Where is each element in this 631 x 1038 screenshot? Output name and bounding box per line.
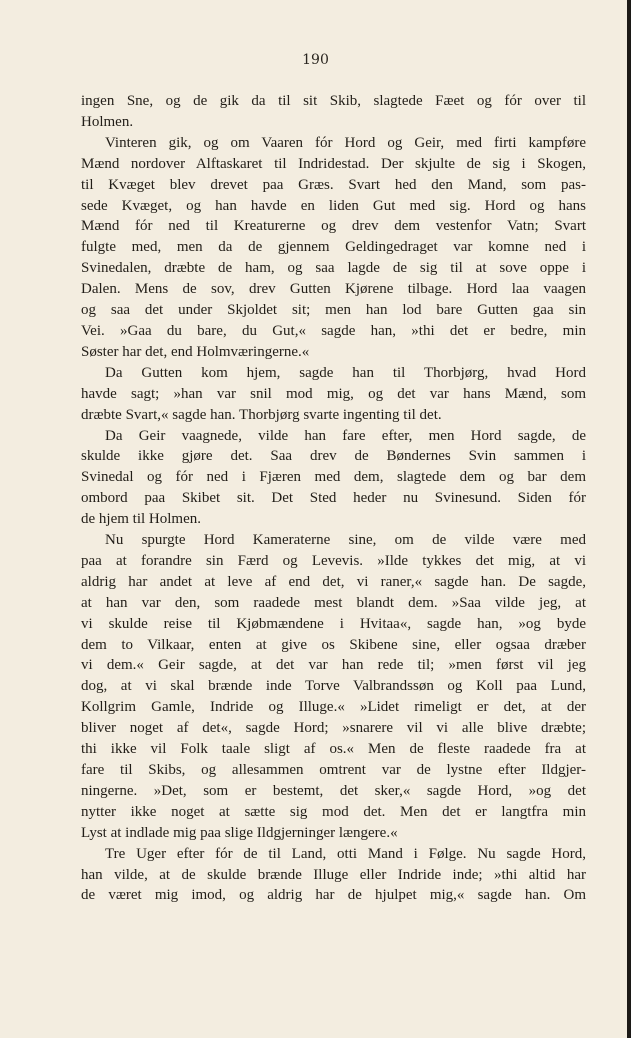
text-line: de været mig imod, og aldrig har de hjulpet mig,« sagde han. Om	[81, 887, 586, 904]
body-text	[81, 91, 586, 906]
text-line: vi skulde reise til Kjøbmændene i Hvitaa«, sagde han, »og byde	[81, 615, 586, 632]
text-line: dræbte Svart,« sagde han. Thorbjørg svarte ingenting til det.	[81, 406, 442, 423]
text-line: dem to Vilkaar, enten at give os Skibene sine, eller ogsaa dræber	[81, 636, 586, 653]
text-line: aldrig har andet at leve af end det, vi raner,« sagde han. De sagde,	[81, 573, 586, 590]
text-line: sede Kvæget, og han havde en liden Gut med sig. Hord og hans	[81, 197, 586, 214]
text-line: vi dem.« Geir sagde, at det var han rede til; »men først vil jeg	[81, 657, 586, 674]
paragraph	[81, 133, 586, 363]
text-line: havde sagt; »han var snil mod mig, og det var hans Mænd, som	[81, 385, 586, 402]
text-line: Nu spurgte Hord Kameraterne sine, om de vilde være med	[105, 532, 586, 549]
text-line: ingen Sne, og de gik da til sit Skib, slagtede Fæet og fór over til	[81, 93, 586, 109]
text-line: ombord paa Skibet sit. Det Sted heder nu Svinesund. Siden fór	[81, 490, 586, 507]
text-line: dog, at vi skal brænde inde Torve Valbrandssøn og Koll paa Lund,	[81, 678, 586, 695]
text-line: at han var den, som raadede mest blandt dem. »Saa vilde jeg, at	[81, 594, 586, 611]
paragraph	[81, 426, 586, 531]
text-line: Tre Uger efter fór de til Land, otti Mand i Følge. Nu sagde Hord,	[105, 845, 586, 862]
text-line: Da Geir vaagnede, vilde han fare efter, men Hord sagde, de	[105, 427, 586, 444]
text-line: Lyst at indlade mig paa slige Ildgjerninger længere.«	[81, 824, 398, 841]
text-line: og saa det under Skjoldet sit; men han lod bare Gutten gaa sin	[81, 302, 586, 319]
text-line: til Kvæget blev drevet paa Græs. Svart hed den Mand, som pas-	[81, 176, 586, 193]
text-line: Søster har det, end Holmværingerne.«	[81, 343, 310, 360]
text-line: ningerne. »Det, som er bestemt, det sker,« sagde Hord, »og det	[81, 782, 586, 799]
text-line: thi ikke vil Folk taale sligt af os.« Men de fleste raadede fra at	[81, 741, 586, 758]
page-edge	[627, 0, 631, 1038]
paragraph	[81, 530, 586, 844]
text-line: Mænd fór ned til Kreaturerne og drev dem vestenfor Vatn; Svart	[81, 218, 586, 235]
text-line: Dalen. Mens de sov, drev Gutten Kjørene tilbage. Hord laa vaagen	[81, 281, 586, 298]
paragraph	[81, 363, 586, 426]
text-line: Kollgrim Gamle, Indride og Illuge.« »Lidet rimeligt er det, at der	[81, 699, 586, 716]
text-line: nytter ikke noget at sætte sig mod det. Men det er langtfra min	[81, 803, 586, 820]
page-number: 190	[302, 52, 329, 68]
text-line: de hjem til Holmen.	[81, 511, 201, 528]
paragraph	[81, 91, 586, 133]
text-line: Holmen.	[81, 113, 134, 130]
text-line: Mænd nordover Alftaskaret til Indridestad. Der skjulte de sig i Skogen,	[81, 155, 586, 172]
text-line: skulde ikke gjøre det. Saa drev de Bøndernes Svin sammen i	[81, 448, 586, 465]
text-line: Svinedal og fór ned i Fjæren med dem, slagtede dem og bar dem	[81, 469, 586, 486]
text-line: han vilde, at de skulde brænde Illuge eller Indride inde; »thi altid har	[81, 866, 586, 883]
text-line: Svinedalen, dræbte de ham, og saa lagde de sig til at sove oppe i	[81, 260, 586, 277]
text-line: Vinteren gik, og om Vaaren fór Hord og Geir, med firti kampføre	[105, 134, 586, 151]
text-line: fare til Skibs, og allesammen omtrent var de lystne efter Ildgjer-	[81, 762, 586, 778]
text-line: Vei. »Gaa du bare, du Gut,« sagde han, »thi det er bedre, min	[81, 322, 586, 339]
paragraph	[81, 844, 586, 907]
text-line: paa at forandre sin Færd og Levevis. »Ilde tykkes det mig, at vi	[81, 552, 586, 569]
text-line: fulgte med, men da de gjennem Geldingedraget var komne ned i	[81, 239, 586, 256]
text-line: bliver noget af det«, sagde Hord; »snarere vil vi alle blive dræbte;	[81, 720, 586, 737]
text-line: Da Gutten kom hjem, sagde han til Thorbjørg, hvad Hord	[105, 364, 586, 381]
